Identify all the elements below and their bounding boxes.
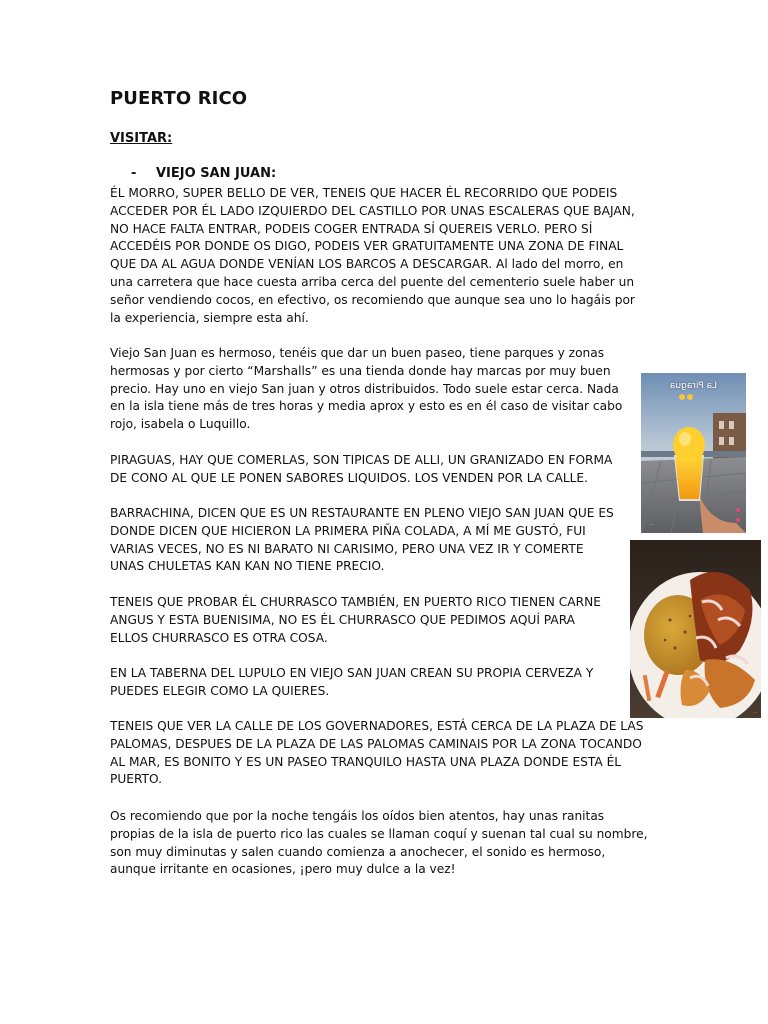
- food-photo: [630, 540, 761, 718]
- bullet-dash: -: [131, 166, 137, 181]
- paragraph-morro: ÉL MORRO, SUPER BELLO DE VER, TENEIS QUE HACER ÉL RECORRIDO QUE PODEIS ACCEDER POR ÉL LADO IZQUIERDO DEL CASTILLO POR UNAS ESCALERAS QUE BAJAN, NO HACE FALTA ENTRAR, PODEIS COGER ENTRADA SÍ QUEREIS VERLO. PERO SÍ ACCEDÉIS POR DONDE OS DIGO, PODEIS VER GRATUITAMENTE UNA ZONA DE FINAL QUE DA AL AGUA DONDE VENÍAN LOS BARCOS A DESCARGAR. Al lado del morro, en una carretera que hace cuesta arriba cerca del puente del cementerio suele haber un señor vendiendo cocos, en efectivo, os recomiendo que aunque sea uno lo hagáis por la experiencia, siempre esta ahí.: [110, 186, 635, 325]
- piragua-photo: [641, 373, 746, 533]
- page-title: PUERTO RICO: [110, 88, 248, 109]
- paragraph-barrachina: BARRACHINA, DICEN QUE ES UN RESTAURANTE EN PLENO VIEJO SAN JUAN QUE ES DONDE DICEN QUE HICIERON LA PRIMERA PIÑA COLADA, A MÍ ME GUSTÓ, FUI VARIAS VECES, NO ES NI BARATO NI CARISIMO, PERO UNA VEZ IR Y COMERTE UNAS CHULETAS KAN KAN NO TIENE PRECIO.: [110, 506, 614, 574]
- piragua-photo-caption: La Piragua: [669, 381, 718, 391]
- paragraph-calle-governadores: TENEIS QUE VER LA CALLE DE LOS GOVERNADORES, ESTÁ CERCA DE LA PLAZA DE LAS PALOMAS, DESPUES DE LA PLAZA DE LAS PALOMAS CAMINAIS POR LA ZONA TOCANDO AL MAR, ES BONITO Y ES UN PASEO TRANQUILO HASTA UNA PLAZA DONDE ESTA ÉL PUERTO.: [110, 719, 644, 787]
- paragraph-piraguas: PIRAGUAS, HAY QUE COMERLAS, SON TIPICAS DE ALLI, UN GRANIZADO EN FORMA DE CONO AL QUE LE PONEN SABORES LIQUIDOS. LOS VENDEN POR LA CALLE.: [110, 453, 613, 485]
- paragraph-taberna: EN LA TABERNA DEL LUPULO EN VIEJO SAN JUAN CREAN SU PROPIA CERVEZA Y PUEDES ELEGIR COMO LA QUIERES.: [110, 666, 594, 698]
- paragraph-viejo-san-juan: Viejo San Juan es hermoso, tenéis que dar un buen paseo, tiene parques y zonas hermosas y por cierto “Marshalls” es una tienda donde hay marcas por muy buen precio. Hay uno en viejo San juan y otros distribuidos. Todo suele estar cerca. Nada en la isla tiene más de tres horas y media aprox y esto es en él caso de visitar cabo rojo, isabela o Luquillo.: [110, 346, 623, 432]
- bullet-item-viejo-san-juan: [131, 166, 276, 181]
- paragraph-coqui: Os recomiendo que por la noche tengáis los oídos bien atentos, hay unas ranitas propias de la isla de puerto rico las cuales se llaman coquí y suenan tal cual su nombre, son muy diminutas y salen cuando comienza a anochecer, el sonido es hermoso, aunque irritante en ocasiones, ¡pero muy dulce a la vez!: [110, 809, 648, 877]
- food-photo-illustration: [630, 540, 761, 718]
- paragraph-churrasco: TENEIS QUE PROBAR ÉL CHURRASCO TAMBIÉN, EN PUERTO RICO TIENEN CARNE ANGUS Y ESTA BUENISIMA, NO ES ÉL CHURRASCO QUE PEDIMOS AQUÍ PARA ELLOS CHURRASCO ES OTRA COSA.: [110, 595, 601, 645]
- bullet-label: VIEJO SAN JUAN:: [156, 166, 277, 181]
- piragua-photo-watermark: ⋯: [649, 522, 653, 527]
- food-photo-watermark: ⋯: [753, 710, 757, 715]
- piragua-photo-illustration: [641, 373, 746, 533]
- section-heading-visitar: VISITAR:: [110, 131, 173, 146]
